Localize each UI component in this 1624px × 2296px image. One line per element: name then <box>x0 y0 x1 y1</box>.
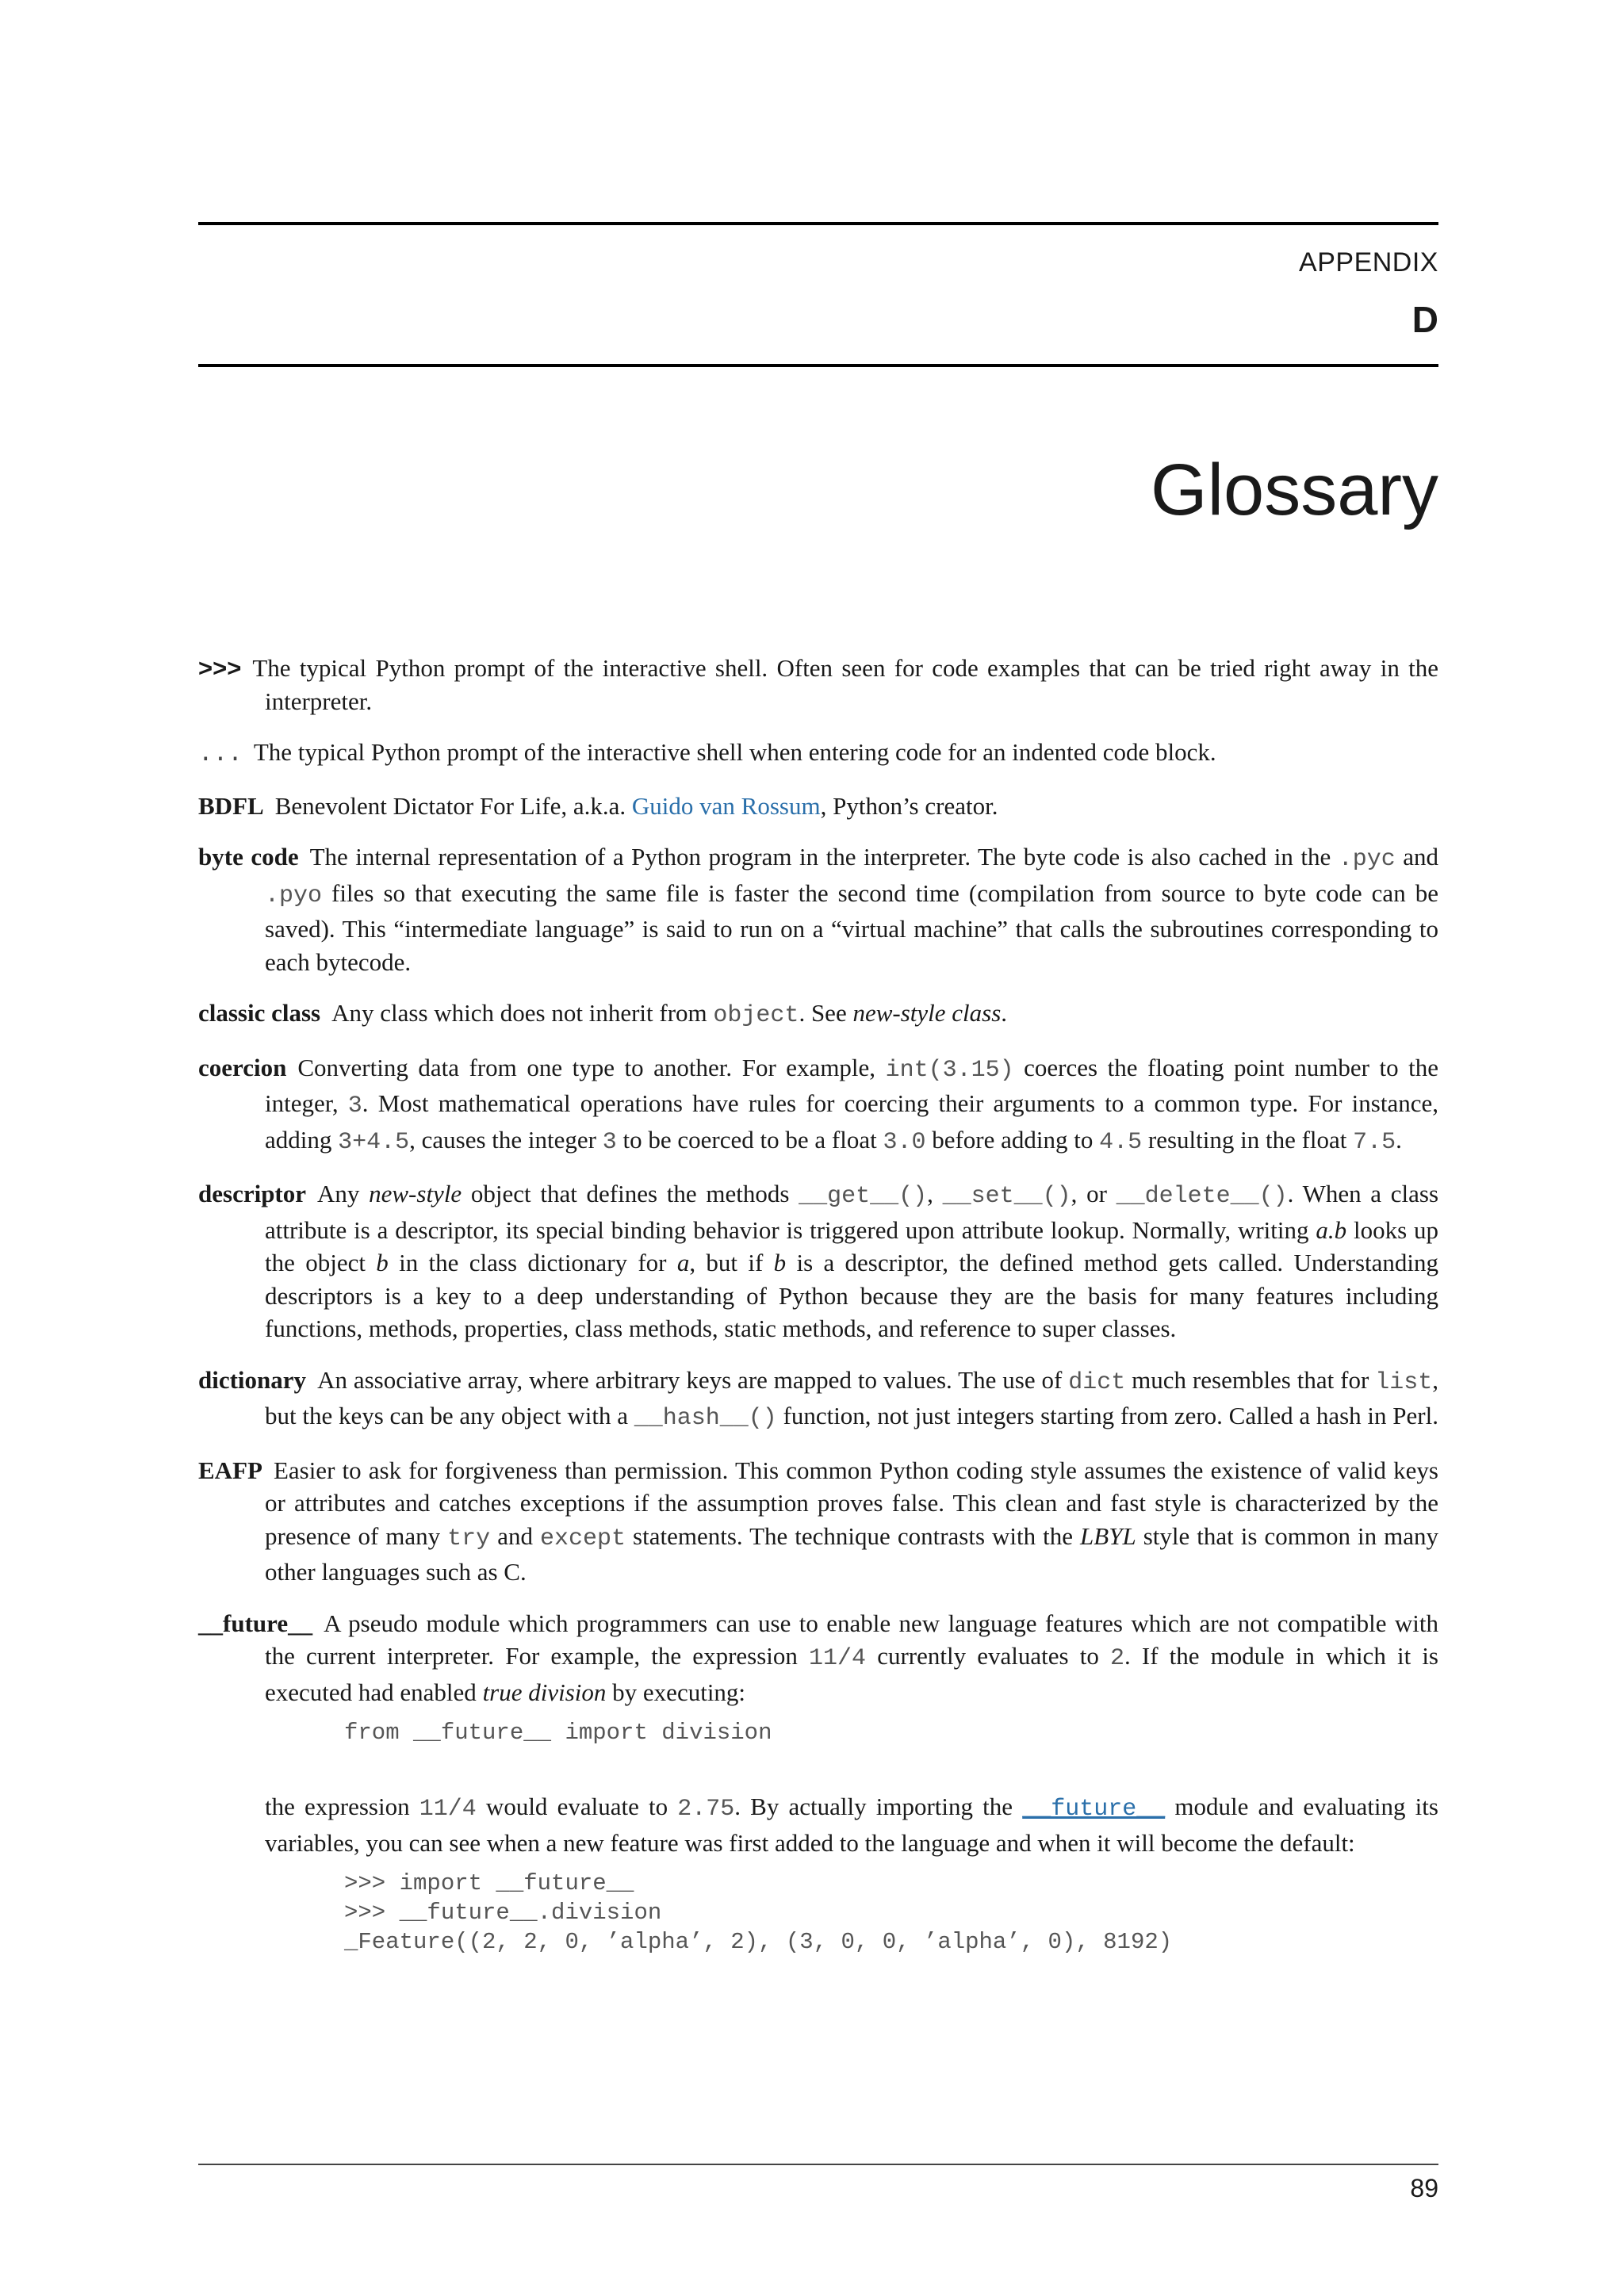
definition-text: , but if <box>689 1249 774 1276</box>
future-module-link[interactable]: __future__ <box>1022 1796 1166 1823</box>
definition-text: files so that executing the same file is faster the second time (compilation from source to byte code can be saved). This “intermediate language” is said to run on a “virtual machine” that calls the subroutines corresponding to each bytecode. <box>265 878 1438 976</box>
definition-text: module and evaluating its variables, you can see when a new feature was first added to the language and when it will become the default: <box>265 1793 1438 1857</box>
glossary-entry-dictionary <box>198 1364 1438 1436</box>
cross-reference: new-style <box>369 1180 462 1207</box>
term: dictionary <box>198 1365 307 1394</box>
definition-text: the expression <box>265 1793 419 1820</box>
inline-code: __get__() <box>799 1183 928 1210</box>
cross-reference: new-style class <box>852 999 1002 1027</box>
glossary-entry-byte-code <box>198 840 1438 978</box>
glossary-entry-descriptor <box>198 1177 1438 1345</box>
definition-text: , but the keys can be any object with a <box>265 1365 1438 1429</box>
definition-text: currently evaluates to <box>866 1642 1110 1670</box>
inline-code: except <box>539 1525 626 1552</box>
inline-code: __delete__() <box>1116 1183 1288 1210</box>
term: descriptor <box>198 1180 307 1207</box>
definition-text: function, not just integers starting from zero. Called a hash in Perl. <box>776 1402 1438 1429</box>
definition-text: . By actually importing the <box>734 1793 1023 1820</box>
guido-link[interactable]: Guido van Rossum <box>631 791 821 820</box>
inline-code: 2 <box>1109 1645 1124 1672</box>
definition-text: in the class dictionary for <box>388 1249 677 1276</box>
definition-text: . <box>1001 999 1008 1027</box>
definition-text: coerces the floating point number to the integer, <box>265 1053 1438 1117</box>
definition-text: . See <box>799 999 853 1027</box>
inline-code: try <box>447 1525 491 1552</box>
definition-text: is a descriptor, the defined method gets called. Understanding descriptors is a key to a deep understanding of Python because they are the basis for many features including functions, methods, properties, class methods, static methods, and reference to super classes. <box>265 1249 1438 1342</box>
page-number: 89 <box>1410 2174 1438 2202</box>
inline-code: 2.75 <box>677 1796 735 1823</box>
glossary-entry-coercion <box>198 1051 1438 1160</box>
header-rule <box>198 364 1438 367</box>
definition-text: A pseudo module which programmers can use to enable new language features which are not compatible with the current interpreter. For example, the expression <box>265 1609 1438 1670</box>
glossary-entry-bdfl <box>198 790 1438 823</box>
definition-text: Any class which does not inherit from <box>331 999 714 1027</box>
code-block-future-feature: >>> import __future__ >>> __future__.division _Feature((2, 2, 0, ’alpha’, 2), (3, 0, 0, ’alpha’, 0), 8192) <box>344 1870 1173 1955</box>
definition-text: would evaluate to <box>476 1793 678 1820</box>
cross-reference: LBYL <box>1080 1521 1136 1550</box>
inline-code: 3+4.5 <box>338 1128 410 1156</box>
appendix-letter: D <box>1411 299 1438 340</box>
inline-code: 3 <box>347 1093 362 1119</box>
definition-text: object that defines the methods <box>462 1180 799 1207</box>
definition: The typical Python prompt of the interactive shell when entering code for an indented code block. <box>253 738 1216 766</box>
glossary-entry-future <box>198 1607 1438 1957</box>
definition-text: statements. The technique contrasts with the <box>626 1521 1081 1550</box>
inline-code: 3 <box>602 1128 617 1156</box>
term: BDFL <box>198 791 264 820</box>
definition-text: Converting data from one type to another. For example, <box>297 1053 886 1081</box>
cross-reference: b <box>773 1249 787 1276</box>
definition-text: resulting in the float <box>1142 1125 1354 1154</box>
inline-code: 11/4 <box>809 1645 867 1672</box>
term: __future__ <box>198 1609 313 1637</box>
glossary-entry-eafp <box>198 1454 1438 1589</box>
definition-text: and <box>490 1521 540 1550</box>
definition-text: . <box>1396 1125 1402 1154</box>
inline-code: dict <box>1068 1368 1126 1396</box>
future-continuation <box>198 1790 1438 1859</box>
definition-text: , <box>927 1180 943 1207</box>
definition-text: . Most mathematical operations have rules for coercing their arguments to a common type. For instance, adding <box>265 1089 1438 1154</box>
definition-text: Easier to ask for forgiveness than permission. This common Python coding style assumes the existence of valid keys or attributes and catches exceptions if the assumption proves false. This clean and fast style is characterized by the presence of many <box>265 1456 1438 1550</box>
cross-reference: b <box>376 1249 389 1276</box>
term: coercion <box>198 1053 287 1081</box>
inline-code: 11/4 <box>419 1796 477 1823</box>
cross-reference: a.b <box>1316 1215 1347 1244</box>
cross-reference: true division <box>482 1678 607 1706</box>
term: byte code <box>198 843 299 871</box>
definition-text: . When a class attribute is a descriptor, its special binding behavior is triggered upon attribute lookup. Normally, writing <box>265 1180 1439 1244</box>
definition: The typical Python prompt of the interactive shell. Often seen for code examples that can be tried right away in the interpreter. <box>252 654 1438 715</box>
definition-text: The internal representation of a Python program in the interpreter. The byte code is also cached in the <box>309 843 1339 871</box>
definition-text: before adding to <box>925 1125 1100 1154</box>
chapter-title: Glossary <box>1151 450 1438 530</box>
term: >>> <box>198 654 242 682</box>
inline-code: .pyo <box>265 882 323 909</box>
definition-text: , Python’s creator. <box>820 791 998 820</box>
cross-reference: a <box>676 1249 690 1276</box>
term: ... <box>198 740 243 768</box>
definition-text: to be coerced to be a float <box>616 1125 883 1154</box>
definition-text: Benevolent Dictator For Life, a.k.a. <box>274 791 632 820</box>
definition-text: . If the module in which it is executed had enabled <box>265 1642 1438 1706</box>
inline-code: 4.5 <box>1099 1128 1143 1156</box>
code-block-import-division: from __future__ import division <box>344 1720 772 1746</box>
inline-code: 3.0 <box>883 1128 926 1156</box>
definition-text: much resembles that for <box>1125 1365 1376 1394</box>
definition-text: , causes the integer <box>409 1125 603 1154</box>
definition-text: , or <box>1071 1180 1116 1207</box>
inline-code: __set__() <box>942 1183 1071 1210</box>
glossary-entry-ellipsis <box>198 736 1438 771</box>
definition-text: looks up the object <box>265 1215 1438 1276</box>
definition-text: An associative array, where arbitrary keys are mapped to values. The use of <box>317 1365 1069 1394</box>
inline-code: .pyc <box>1338 846 1396 873</box>
inline-code: __hash__() <box>634 1405 777 1432</box>
future-definition <box>198 1607 1438 1709</box>
footer-rule <box>198 2164 1438 2165</box>
definition-text: Any <box>317 1180 370 1207</box>
term: EAFP <box>198 1456 262 1484</box>
inline-code: int(3.15) <box>885 1056 1014 1084</box>
definition-text: and <box>1395 843 1439 871</box>
glossary-entry-classic-class <box>198 997 1438 1033</box>
inline-code: object <box>713 1002 799 1029</box>
term: classic class <box>198 999 321 1027</box>
definition-text: style that is common in many other languages such as C. <box>265 1521 1438 1586</box>
definition-text: by executing: <box>606 1678 746 1706</box>
top-rule <box>198 222 1438 225</box>
appendix-label: APPENDIX <box>1299 247 1438 277</box>
inline-code: 7.5 <box>1353 1128 1396 1156</box>
glossary-list <box>198 652 1438 1975</box>
glossary-entry-prompt <box>198 652 1438 718</box>
inline-code: list <box>1375 1368 1433 1396</box>
